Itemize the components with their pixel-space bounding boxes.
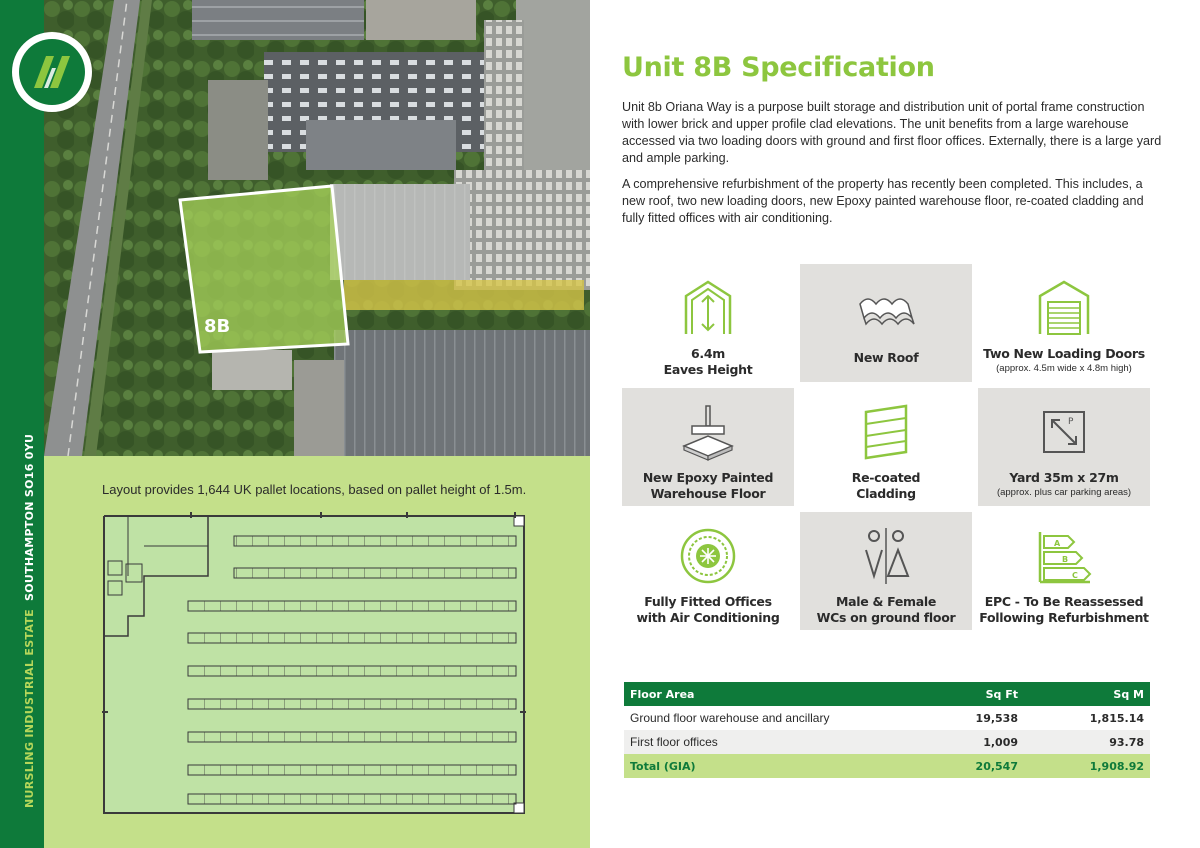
table-header-row [624, 682, 1150, 706]
floor-area-table [624, 682, 1150, 778]
svg-text:P: P [1068, 417, 1074, 427]
header-floor-area: Floor Area [624, 682, 954, 706]
row-sq-m: 1,815.14 [1024, 706, 1150, 730]
row-label: Ground floor warehouse and ancillary [624, 706, 954, 730]
feature-ac-line1: Fully Fitted Offices [644, 594, 772, 609]
feature-eaves-height [622, 264, 794, 382]
feature-wc-line1: Male & Female [835, 594, 937, 609]
feature-epoxy-floor [622, 388, 794, 506]
loading-door-icon [1034, 278, 1094, 338]
table-row [624, 706, 1150, 730]
plan-caption: Layout provides 1,644 UK pallet locations, based on pallet height of 1.5m. [102, 482, 527, 497]
feature-ac-line2: with Air Conditioning [636, 610, 780, 625]
feature-roof-line1: New Roof [853, 350, 919, 365]
cladding-icon [856, 402, 916, 462]
air-conditioning-icon [678, 526, 738, 586]
feature-doors-line1: Two New Loading Doors [983, 346, 1145, 361]
total-label: Total (GIA) [624, 754, 954, 778]
feature-wc-line2: WCs on ground floor [816, 610, 956, 625]
eaves-height-icon [678, 278, 738, 338]
description-paragraph-2: A comprehensive refurbishment of the property has recently been completed. This includes, a new roof, two new loading doors, new Epoxy painted warehouse floor, re-coated cladding and fully fitted offices with air conditioning. [622, 177, 1144, 225]
sidebar [0, 0, 44, 848]
svg-text:B: B [1062, 555, 1069, 564]
feature-epoxy-line1: New Epoxy Painted [642, 470, 774, 485]
feature-yard-line1: Yard 35m x 27m [1009, 470, 1119, 485]
feature-cladding-line1: Re-coated [851, 470, 921, 485]
row-sq-ft: 1,009 [954, 730, 1024, 754]
roof-icon [843, 278, 929, 338]
svg-text:A: A [1054, 539, 1061, 548]
description-paragraph-1: Unit 8b Oriana Way is a purpose built storage and distribution unit of portal frame construction with lower brick and upper profile clad elevations. The unit benefits from a large warehouse accessed via two loading doors with ground and first floor offices. Externally, there is a large yard and ample parking. [622, 100, 1162, 165]
company-logo [12, 32, 92, 112]
features-grid [622, 264, 1150, 630]
svg-text:C: C [1072, 571, 1078, 580]
floor-plan-panel [44, 456, 590, 848]
feature-epoxy-line2: Warehouse Floor [650, 486, 766, 501]
epc-icon [1034, 526, 1094, 586]
table-total-row [624, 754, 1150, 778]
wc-icon [856, 526, 916, 586]
row-label: First floor offices [624, 730, 954, 754]
feature-epc [978, 512, 1150, 630]
feature-doors-sub: (approx. 4.5m wide x 4.8m high) [996, 363, 1132, 374]
unit-label: 8B [204, 316, 231, 337]
feature-new-roof [800, 264, 972, 382]
page-title: Unit 8B Specification [622, 52, 935, 83]
feature-wcs [800, 512, 972, 630]
feature-yard [978, 388, 1150, 506]
epoxy-floor-icon [678, 402, 738, 462]
feature-yard-sub: (approx. plus car parking areas) [996, 487, 1132, 498]
table-row [624, 730, 1150, 754]
feature-eaves-line1: 6.4m [691, 346, 725, 361]
estate-name: NURSLING INDUSTRIAL ESTATE [23, 609, 36, 808]
yard-icon [1034, 402, 1094, 462]
total-sq-ft: 20,547 [954, 754, 1024, 778]
feature-eaves-line2: Eaves Height [663, 362, 753, 377]
sidebar-address [23, 434, 36, 808]
feature-cladding [800, 388, 972, 506]
feature-cladding-line2: Cladding [856, 486, 916, 501]
estate-location: SOUTHAMPTON SO16 0YU [23, 433, 36, 602]
feature-epc-line1: EPC - To Be Reassessed [984, 594, 1144, 609]
total-sq-m: 1,908.92 [1024, 754, 1150, 778]
aerial-photo [44, 0, 590, 456]
header-sq-m: Sq M [1024, 682, 1150, 706]
feature-loading-doors [978, 264, 1150, 382]
floor-plan-drawing [44, 456, 590, 848]
row-sq-ft: 19,538 [954, 706, 1024, 730]
logo-mark-icon [30, 52, 74, 92]
feature-epc-line2: Following Refurbishment [979, 610, 1149, 625]
feature-air-conditioning [622, 512, 794, 630]
row-sq-m: 93.78 [1024, 730, 1150, 754]
header-sq-ft: Sq Ft [954, 682, 1024, 706]
